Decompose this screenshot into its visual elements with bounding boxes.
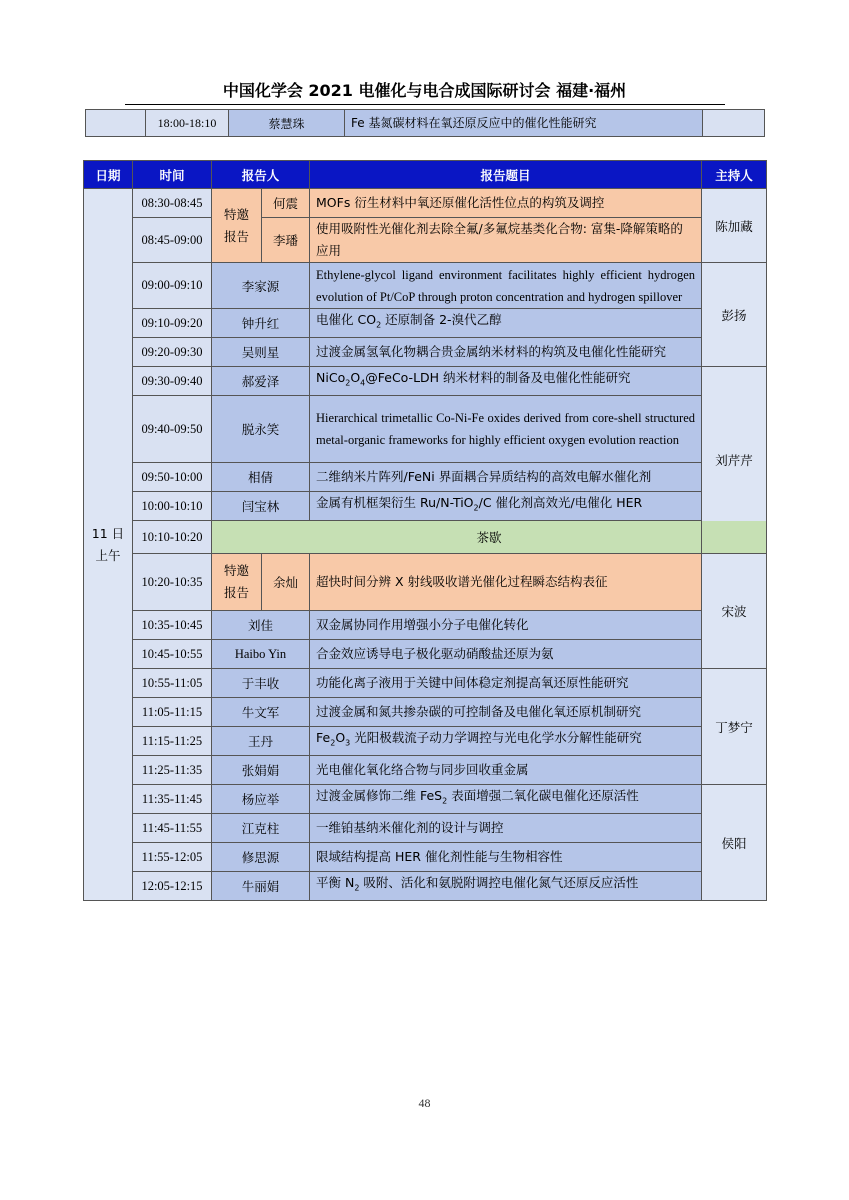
empty-cell (703, 110, 765, 137)
speaker-cell: 刘佳 (212, 611, 310, 640)
topic-subscript: 2 (345, 378, 351, 388)
topic-cell: 过渡金属氢氧化物耦合贵金属纳米材料的构筑及电催化性能研究 (310, 338, 702, 367)
topic-text: O (335, 730, 346, 746)
invited-label-line2: 报告 (223, 585, 249, 600)
time-cell: 09:20-09:30 (133, 338, 212, 367)
speaker-cell: 相倩 (212, 463, 310, 492)
speaker-cell: 王丹 (212, 727, 310, 756)
table-row (84, 611, 767, 640)
topic-subscript: 2 (473, 503, 479, 513)
topic-cell: MOFs 衍生材料中氧还原催化活性位点的构筑及调控 (310, 189, 702, 218)
time-cell: 09:50-10:00 (133, 463, 212, 492)
previous-session-table (85, 109, 765, 137)
table-row (84, 263, 767, 309)
topic-cell: 使用吸附性光催化剂去除全氟/多氟烷基类化合物: 富集-降解策略的应用 (310, 218, 702, 263)
speaker-cell: 杨应举 (212, 785, 310, 814)
speaker-cell: 闫宝林 (212, 492, 310, 521)
host-cell: 彭扬 (702, 263, 767, 367)
table-row (84, 338, 767, 367)
speaker-cell: Haibo Yin (212, 640, 310, 669)
topic-subscript: 2 (376, 320, 382, 330)
topic-text: O (350, 370, 361, 386)
topic-cell (310, 367, 702, 396)
topic-cell (310, 492, 702, 521)
time-cell: 11:25-11:35 (133, 756, 212, 785)
tea-break-cell: 茶歇 (212, 521, 767, 554)
topic-cell: 限域结构提高 HER 催化剂性能与生物相容性 (310, 843, 702, 872)
speaker-cell: 蔡慧珠 (229, 110, 345, 137)
topic-cell: 过渡金属和氮共掺杂碳的可控制备及电催化氧还原机制研究 (310, 698, 702, 727)
table-row (84, 367, 767, 396)
table-row (84, 872, 767, 901)
topic-cell: 超快时间分辨 X 射线吸收谱光催化过程瞬态结构表征 (310, 554, 702, 611)
header-divider (125, 104, 725, 105)
time-cell: 11:55-12:05 (133, 843, 212, 872)
speaker-cell: 江克柱 (212, 814, 310, 843)
speaker-cell: 于丰收 (212, 669, 310, 698)
topic-text: 吸附、活化和氨脱附调控电催化氮气还原反应活性 (359, 875, 639, 891)
empty-cell (86, 110, 146, 137)
table-row (84, 640, 767, 669)
speaker-cell: 何震 (262, 189, 310, 218)
topic-cell: 一维铂基纳米催化剂的设计与调控 (310, 814, 702, 843)
speaker-cell: 李璠 (262, 218, 310, 263)
table-row (84, 727, 767, 756)
time-cell: 10:20-10:35 (133, 554, 212, 611)
table-row (84, 309, 767, 338)
host-cell: 侯阳 (702, 785, 767, 901)
time-cell: 11:35-11:45 (133, 785, 212, 814)
schedule-table (83, 160, 767, 901)
column-header-topic: 报告题目 (310, 161, 702, 189)
speaker-cell: 牛丽娟 (212, 872, 310, 901)
topic-cell: 功能化离子液用于关键中间体稳定剂提高氧还原性能研究 (310, 669, 702, 698)
topic-subscript: 2 (330, 738, 336, 748)
topic-text: 过渡金属修饰二维 FeS (316, 788, 443, 804)
date-period: 上午 (95, 547, 121, 563)
host-cell: 宋波 (702, 554, 767, 669)
time-cell: 12:05-12:15 (133, 872, 212, 901)
column-header-time: 时间 (133, 161, 212, 189)
topic-cell: 光电催化氧化络合物与同步回收重金属 (310, 756, 702, 785)
table-row (84, 785, 767, 814)
host-cell: 丁梦宁 (702, 669, 767, 785)
time-cell: 11:15-11:25 (133, 727, 212, 756)
column-header-host: 主持人 (702, 161, 767, 189)
table-row (84, 698, 767, 727)
speaker-cell: 吴则星 (212, 338, 310, 367)
table-row (84, 554, 767, 611)
column-header-speaker: 报告人 (212, 161, 310, 189)
topic-text: 金属有机框架衍生 Ru/N-TiO (316, 495, 474, 511)
topic-subscript: 4 (360, 378, 366, 388)
time-cell: 09:30-09:40 (133, 367, 212, 396)
table-row (84, 843, 767, 872)
table-row (84, 756, 767, 785)
table-header-row (84, 161, 767, 189)
topic-text: 还原制备 2-溴代乙醇 (381, 312, 502, 328)
invited-report-label (212, 554, 262, 611)
time-cell: 11:05-11:15 (133, 698, 212, 727)
speaker-cell: 张娟娟 (212, 756, 310, 785)
table-row (84, 492, 767, 521)
topic-subscript: 2 (354, 883, 360, 893)
date-cell (84, 189, 133, 901)
topic-text: @FeCo-LDH 纳米材料的制备及电催化性能研究 (365, 370, 631, 386)
invited-report-label (212, 189, 262, 263)
time-cell: 10:00-10:10 (133, 492, 212, 521)
topic-text: Fe (316, 730, 331, 746)
invited-label-line1: 特邀 (223, 563, 249, 578)
host-cell: 刘芹芹 (702, 367, 767, 554)
speaker-cell: 牛文军 (212, 698, 310, 727)
topic-cell: 二维纳米片阵列/FeNi 界面耦合异质结构的高效电解水催化剂 (310, 463, 702, 492)
speaker-cell: 郝爱泽 (212, 367, 310, 396)
topic-cell (310, 785, 702, 814)
topic-text: NiCo (316, 370, 346, 386)
topic-text: 表面增强二氧化碳电催化还原活性 (447, 788, 639, 804)
page-number: 48 (418, 1096, 431, 1110)
topic-text: 平衡 N (316, 875, 355, 891)
table-row (84, 396, 767, 463)
speaker-cell: 余灿 (262, 554, 310, 611)
time-cell: 09:40-09:50 (133, 396, 212, 463)
topic-cell: 双金属协同作用增强小分子电催化转化 (310, 611, 702, 640)
topic-cell: Ethylene-glycol ligand environment facilitates highly efficient hydrogen evolution of Pt/CoP through proton concentration and hydrogen spillover (310, 263, 702, 309)
topic-cell (310, 727, 702, 756)
topic-cell: Fe 基氮碳材料在氧还原反应中的催化性能研究 (345, 110, 703, 137)
speaker-cell: 脱永笑 (212, 396, 310, 463)
time-cell: 18:00-18:10 (146, 110, 229, 137)
table-row (84, 189, 767, 218)
topic-text: 光阳极载流子动力学调控与光电化学水分解性能研究 (350, 730, 642, 746)
time-cell: 11:45-11:55 (133, 814, 212, 843)
invited-label-line2: 报告 (223, 228, 249, 244)
time-cell: 10:10-10:20 (133, 521, 212, 554)
table-row (84, 669, 767, 698)
topic-cell (310, 872, 702, 901)
topic-subscript: 2 (442, 796, 448, 806)
table-row (86, 110, 765, 137)
time-cell: 10:55-11:05 (133, 669, 212, 698)
speaker-cell: 钟升红 (212, 309, 310, 338)
time-cell: 08:45-09:00 (133, 218, 212, 263)
table-row (84, 463, 767, 492)
table-row (84, 218, 767, 263)
speaker-cell: 李家源 (212, 263, 310, 309)
time-cell: 10:45-10:55 (133, 640, 212, 669)
speaker-cell: 修思源 (212, 843, 310, 872)
time-cell: 10:35-10:45 (133, 611, 212, 640)
topic-cell: 合金效应诱导电子极化驱动硝酸盐还原为氨 (310, 640, 702, 669)
time-cell: 08:30-08:45 (133, 189, 212, 218)
table-row (84, 814, 767, 843)
topic-text: /C 催化剂高效光/电催化 HER (478, 495, 643, 511)
time-cell: 09:10-09:20 (133, 309, 212, 338)
page-header-title: 中国化学会 2021 电催化与电合成国际研讨会 福建·福州 (222, 81, 627, 100)
time-cell: 09:00-09:10 (133, 263, 212, 309)
topic-text: 电催化 CO (316, 312, 377, 328)
invited-label-line1: 特邀 (223, 206, 249, 222)
topic-subscript: 3 (345, 738, 351, 748)
column-header-date: 日期 (84, 161, 133, 189)
host-cell: 陈加藏 (702, 189, 767, 263)
topic-cell: Hierarchical trimetallic Co-Ni-Fe oxides derived from core-shell structured metal-organic frameworks for highly efficient oxygen evolution reaction (310, 396, 702, 463)
table-row (84, 521, 767, 554)
topic-cell (310, 309, 702, 338)
date-day: 11 日 (91, 525, 125, 541)
